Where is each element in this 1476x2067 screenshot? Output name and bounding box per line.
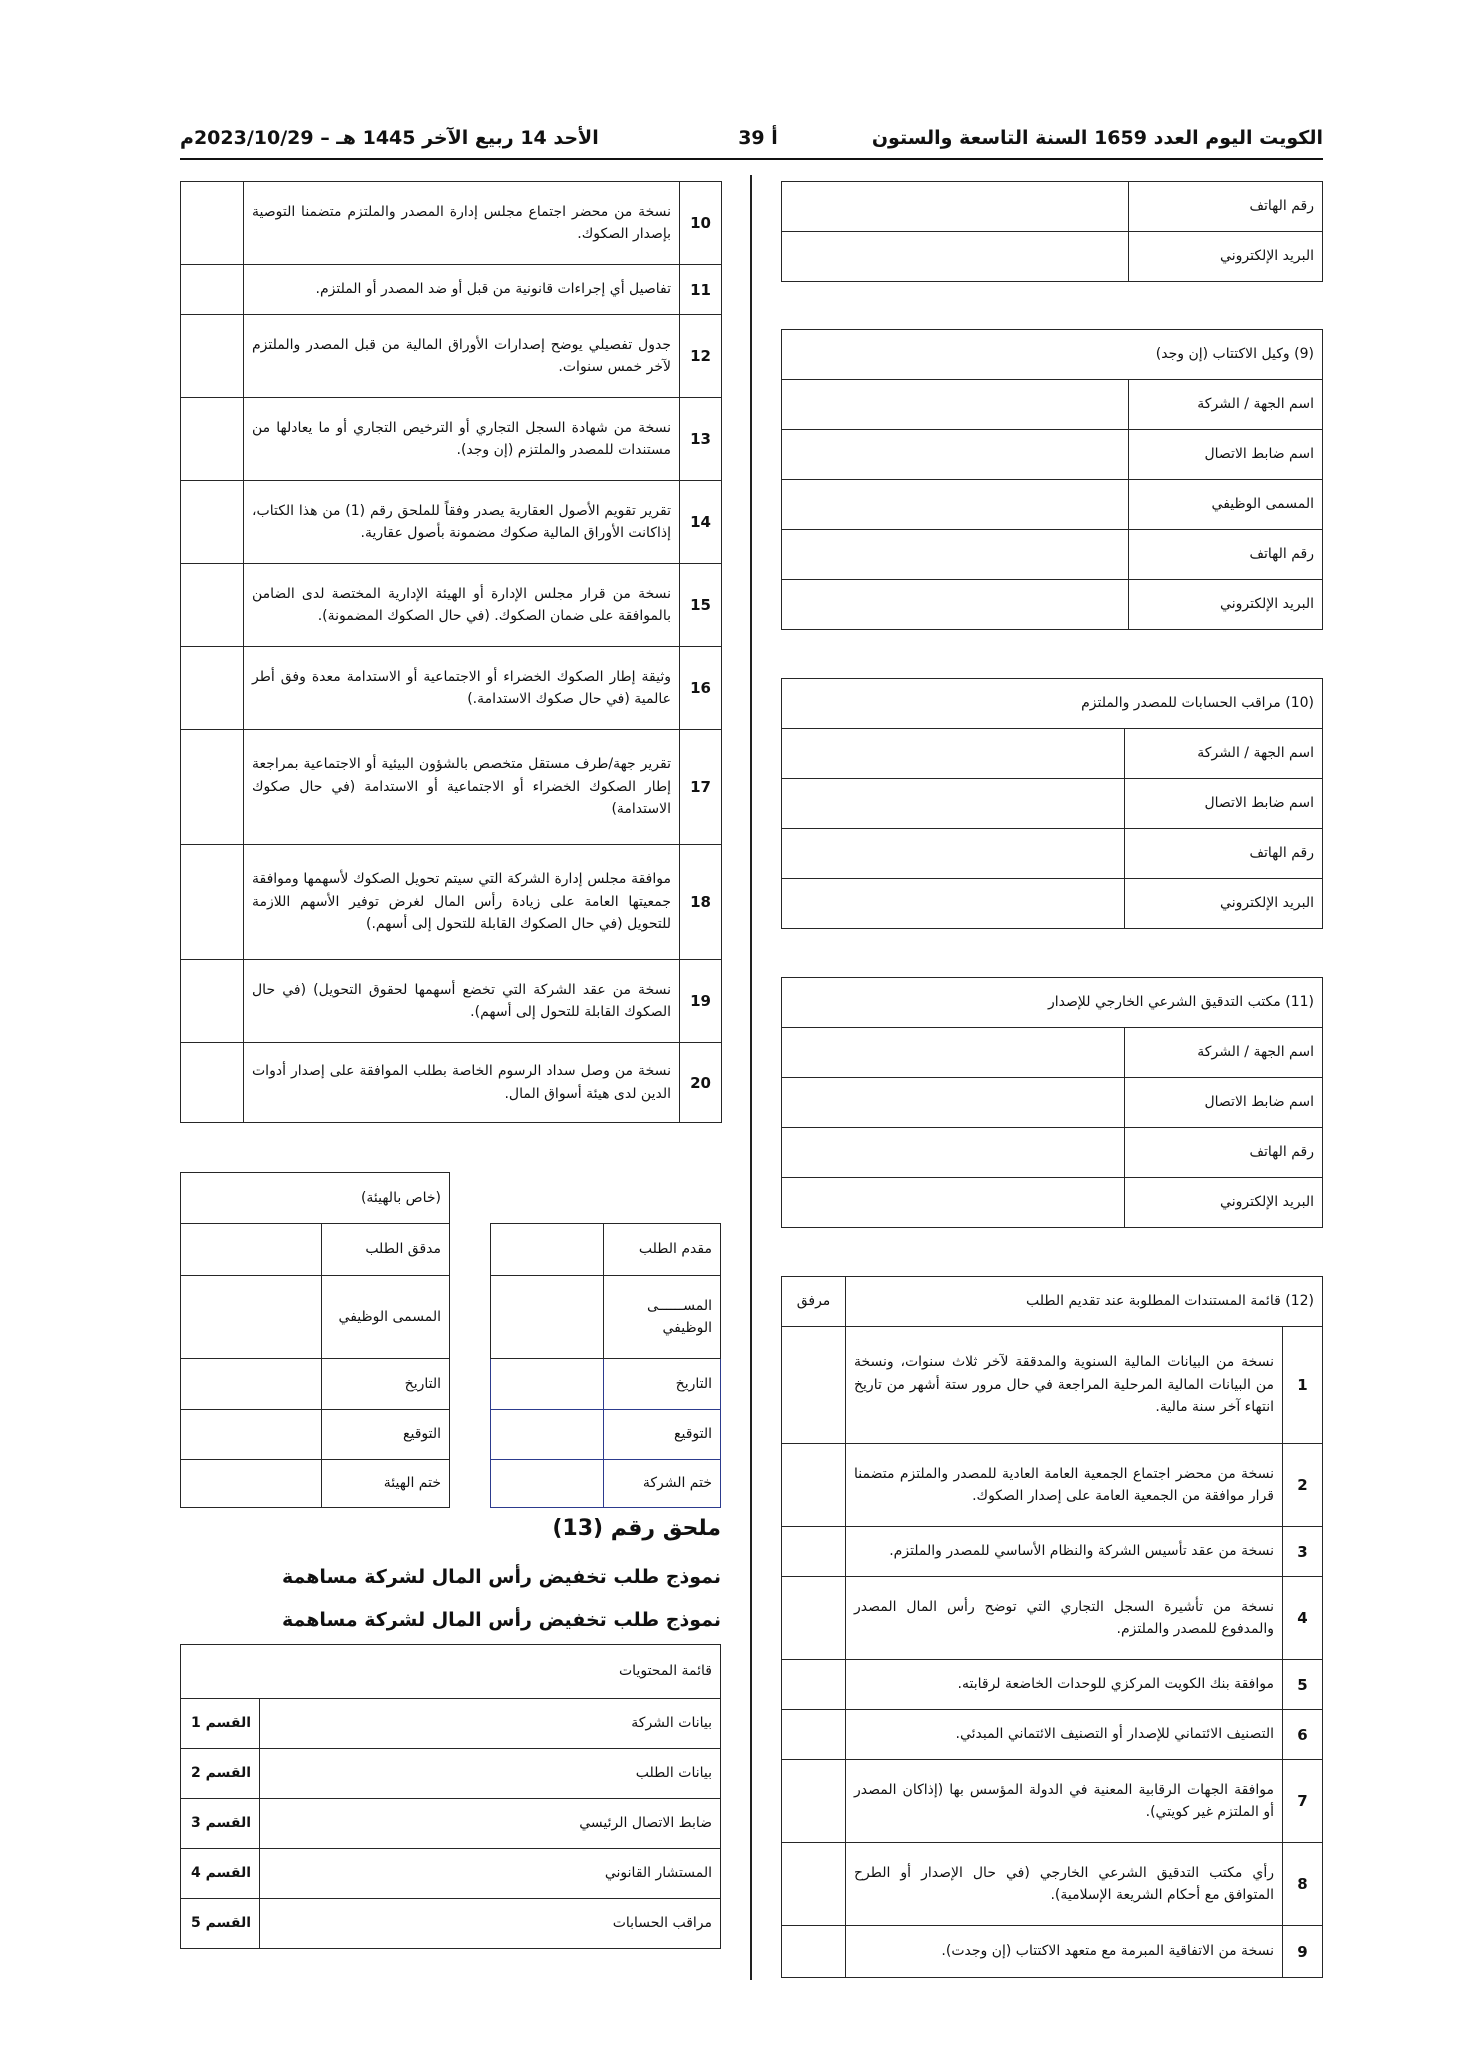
field-value <box>782 829 1125 879</box>
field-value <box>181 1410 322 1460</box>
table-header-row <box>782 330 1323 380</box>
table-header-row <box>782 978 1323 1028</box>
attachment-cell <box>782 1577 846 1660</box>
document-row <box>181 730 722 845</box>
field-label: اسم الجهة / الشركة <box>1125 729 1323 779</box>
document-description: موافقة الجهات الرقابية المعنية في الدولة المؤسس بها (إذاكان المصدر أو الملتزم غير كويتي). <box>846 1760 1283 1843</box>
attachment-cell <box>181 398 244 481</box>
attachment-header: مرفق <box>782 1277 846 1327</box>
contents-row <box>181 1699 721 1749</box>
document-number: 15 <box>680 564 722 647</box>
document-number: 13 <box>680 398 722 481</box>
field-label: اسم الجهة / الشركة <box>1129 380 1323 430</box>
auditor-table <box>781 678 1323 929</box>
field-label: اسم الجهة / الشركة <box>1125 1028 1323 1078</box>
contents-row <box>181 1899 721 1949</box>
document-description: نسخة من البيانات المالية السنوية والمدققة لآخر ثلاث سنوات، ونسخة من البيانات المالية المرحلية المراجعة في حال مرور ستة أشهر من تاريخ انتهاء آخر سنة مالية. <box>846 1327 1283 1444</box>
contents-row <box>181 1799 721 1849</box>
document-description: نسخة من قرار مجلس الإدارة أو الهيئة الإدارية المختصة لدى الضامن بالموافقة على ضمان الصكوك. (في حال الصكوك المضمونة). <box>244 564 680 647</box>
section-number: القسم 3 <box>181 1799 260 1849</box>
field-label: ختم الشركة <box>604 1460 721 1508</box>
required-documents-table <box>781 1276 1323 1978</box>
contents-row <box>181 1849 721 1899</box>
table-row <box>491 1276 721 1359</box>
document-row <box>782 1577 1323 1660</box>
field-label: مقدم الطلب <box>604 1224 721 1276</box>
document-number: 9 <box>1283 1926 1323 1978</box>
applicant-signoff-table <box>490 1223 721 1508</box>
document-description: وثيقة إطار الصكوك الخضراء أو الاجتماعية أو الاستدامة معدة وفق أطر عالمية (في حال صكوك الاستدامة.) <box>244 647 680 730</box>
table-row <box>782 1078 1323 1128</box>
table-row <box>782 1178 1323 1228</box>
document-number: 5 <box>1283 1660 1323 1710</box>
document-row <box>782 1760 1323 1843</box>
document-description: نسخة من شهادة السجل التجاري أو الترخيص التجاري أو ما يعادلها من مستندات للمصدر والملتزم (إن وجد). <box>244 398 680 481</box>
field-label: اسم ضابط الاتصال <box>1129 430 1323 480</box>
field-value <box>782 729 1125 779</box>
field-label: البريد الإلكتروني <box>1125 1178 1323 1228</box>
attachment-cell <box>782 1926 846 1978</box>
document-row <box>782 1660 1323 1710</box>
document-row <box>181 265 722 315</box>
table-row <box>782 430 1323 480</box>
field-value <box>782 380 1129 430</box>
document-row <box>782 1444 1323 1527</box>
table-header-row <box>181 1645 721 1699</box>
attachment-cell <box>181 564 244 647</box>
document-row <box>181 564 722 647</box>
field-label: رقم الهاتف <box>1129 182 1323 232</box>
attachment-cell <box>782 1527 846 1577</box>
document-number: 14 <box>680 481 722 564</box>
attachment-cell <box>181 315 244 398</box>
table-row <box>782 380 1323 430</box>
sharia-audit-table <box>781 977 1323 1228</box>
field-value <box>782 580 1129 630</box>
contents-table <box>180 1644 721 1949</box>
page-number: أ 39 <box>738 127 778 149</box>
document-number: 1 <box>1283 1327 1323 1444</box>
field-value <box>181 1359 322 1410</box>
field-label: اسم ضابط الاتصال <box>1125 779 1323 829</box>
field-value <box>782 530 1129 580</box>
document-description: موافقة بنك الكويت المركزي للوحدات الخاضعة لرقابته. <box>846 1660 1283 1710</box>
field-label: التوقيع <box>604 1410 721 1460</box>
document-row <box>181 647 722 730</box>
table-row <box>782 729 1323 779</box>
field-value <box>782 182 1129 232</box>
document-number: 11 <box>680 265 722 315</box>
contents-label: ضابط الاتصال الرئيسي <box>260 1799 721 1849</box>
field-label: اسم ضابط الاتصال <box>1125 1078 1323 1128</box>
field-label: المسمى الوظيفي <box>1129 480 1323 530</box>
attachment-cell <box>782 1843 846 1926</box>
field-value <box>181 1276 322 1359</box>
field-label: البريد الإلكتروني <box>1125 879 1323 929</box>
attachment-cell <box>181 960 244 1043</box>
document-description: تقرير تقويم الأصول العقارية يصدر وفقاً للملحق رقم (1) من هذا الكتاب، إذاكانت الأوراق المالية صكوك مضمونة بأصول عقارية. <box>244 481 680 564</box>
document-number: 7 <box>1283 1760 1323 1843</box>
document-row <box>782 1710 1323 1760</box>
table-title: (10) مراقب الحسابات للمصدر والملتزم <box>782 679 1323 729</box>
document-description: موافقة مجلس إدارة الشركة التي سيتم تحويل الصكوك لأسهمها وموافقة جمعيتها العامة على زيادة رأس المال لغرض توفير الأسهم اللازمة للتحويل (في حال الصكوك القابلة للتحول إلى أسهم.) <box>244 845 680 960</box>
table-title: (11) مكتب التدقيق الشرعي الخارجي للإصدار <box>782 978 1323 1028</box>
document-description: نسخة من محضر اجتماع مجلس إدارة المصدر والملتزم متضمنا التوصية بإصدار الصكوك. <box>244 182 680 265</box>
field-label: المسمى الوظيفي <box>322 1276 450 1359</box>
document-number: 8 <box>1283 1843 1323 1926</box>
field-value <box>782 1078 1125 1128</box>
contents-label: المستشار القانوني <box>260 1849 721 1899</box>
document-description: نسخة من وصل سداد الرسوم الخاصة بطلب الموافقة على إصدار أدوات الدين لدى هيئة أسواق المال. <box>244 1043 680 1123</box>
attachment-cell <box>181 182 244 265</box>
document-description: جدول تفصيلي يوضح إصدارات الأوراق المالية من قبل المصدر والملتزم لآخر خمس سنوات. <box>244 315 680 398</box>
document-description: رأي مكتب التدقيق الشرعي الخارجي (في حال الإصدار أو الطرح المتوافق مع أحكام الشريعة الإسلامية). <box>846 1843 1283 1926</box>
document-row <box>181 481 722 564</box>
table-title: (12) قائمة المستندات المطلوبة عند تقديم الطلب <box>846 1277 1323 1327</box>
table-header-row <box>782 679 1323 729</box>
document-number: 20 <box>680 1043 722 1123</box>
section-number: القسم 5 <box>181 1899 260 1949</box>
attachment-cell <box>181 1043 244 1123</box>
document-description: نسخة من عقد الشركة التي تخضع أسهمها لحقوق التحويل) (في حال الصكوك القابلة للتحول إلى أسهم). <box>244 960 680 1043</box>
field-value <box>491 1460 604 1508</box>
table-row <box>782 182 1323 232</box>
field-label: التاريخ <box>322 1359 450 1410</box>
field-value <box>181 1460 322 1508</box>
field-label: رقم الهاتف <box>1129 530 1323 580</box>
document-description: نسخة من عقد تأسيس الشركة والنظام الأساسي للمصدر والملتزم. <box>846 1527 1283 1577</box>
document-row <box>181 182 722 265</box>
document-number: 17 <box>680 730 722 845</box>
attachment-cell <box>782 1660 846 1710</box>
field-value <box>782 430 1129 480</box>
annex-title: ملحق رقم (13) <box>552 1516 721 1541</box>
document-number: 10 <box>680 182 722 265</box>
issue-date: الأحد 14 ربيع الآخر 1445 هـ – 2023/10/29م <box>180 127 599 149</box>
field-label: البريد الإلكتروني <box>1129 232 1323 282</box>
document-row <box>782 1527 1323 1577</box>
contents-label: مراقب الحسابات <box>260 1899 721 1949</box>
table-row <box>181 1359 450 1410</box>
attachment-cell <box>181 845 244 960</box>
document-row <box>181 845 722 960</box>
attachment-cell <box>181 481 244 564</box>
document-description: التصنيف الائتماني للإصدار أو التصنيف الائتماني المبدئي. <box>846 1710 1283 1760</box>
field-label: التوقيع <box>322 1410 450 1460</box>
table-row <box>782 480 1323 530</box>
table-title: قائمة المحتويات <box>181 1645 721 1699</box>
table-row <box>491 1410 721 1460</box>
field-label: رقم الهاتف <box>1125 829 1323 879</box>
field-value <box>491 1276 604 1359</box>
column-divider <box>750 175 752 1980</box>
table-row <box>782 879 1323 929</box>
table-row <box>782 779 1323 829</box>
field-label: مدقق الطلب <box>322 1224 450 1276</box>
contact-table-continued <box>781 181 1323 282</box>
attachment-cell <box>782 1760 846 1843</box>
table-title: (خاص بالهيئة) <box>181 1173 450 1224</box>
contents-label: بيانات الطلب <box>260 1749 721 1799</box>
document-number: 3 <box>1283 1527 1323 1577</box>
document-row <box>181 398 722 481</box>
document-description: تفاصيل أي إجراءات قانونية من قبل أو ضد المصدر أو الملتزم. <box>244 265 680 315</box>
document-description: تقرير جهة/طرف مستقل متخصص بالشؤون البيئية أو الاجتماعية بمراجعة إطار الصكوك الخضراء أو الاجتماعية أو الاستدامة (في حال صكوك الاستدامة) <box>244 730 680 845</box>
document-row <box>782 1327 1323 1444</box>
section-number: القسم 1 <box>181 1699 260 1749</box>
table-row <box>782 829 1323 879</box>
header-rule <box>180 158 1323 160</box>
table-row <box>491 1224 721 1276</box>
table-row <box>181 1276 450 1359</box>
attachment-cell <box>782 1327 846 1444</box>
document-number: 12 <box>680 315 722 398</box>
annex-subtitle: نموذج طلب تخفيض رأس المال لشركة مساهمة <box>281 1566 721 1588</box>
field-value <box>782 480 1129 530</box>
field-value <box>491 1359 604 1410</box>
table-row <box>782 580 1323 630</box>
table-row <box>181 1410 450 1460</box>
document-number: 16 <box>680 647 722 730</box>
document-description: نسخة من محضر اجتماع الجمعية العامة العادية للمصدر والملتزم متضمنا قرار موافقة من الجمعية العامة على إصدار الصكوك. <box>846 1444 1283 1527</box>
underwriting-agent-table <box>781 329 1323 630</box>
attachment-cell <box>181 647 244 730</box>
field-label: البريد الإلكتروني <box>1129 580 1323 630</box>
document-row <box>181 1043 722 1123</box>
field-value <box>181 1224 322 1276</box>
field-label: المســــــى الوظيفي <box>604 1276 721 1359</box>
table-row <box>782 232 1323 282</box>
document-row <box>782 1926 1323 1978</box>
required-documents-table-continued <box>180 181 722 1123</box>
field-value <box>782 879 1125 929</box>
annex-subtitle-repeat: نموذج طلب تخفيض رأس المال لشركة مساهمة <box>281 1609 721 1631</box>
document-number: 4 <box>1283 1577 1323 1660</box>
attachment-cell <box>782 1710 846 1760</box>
document-number: 2 <box>1283 1444 1323 1527</box>
table-header-row <box>782 1277 1323 1327</box>
field-value <box>782 1178 1125 1228</box>
document-description: نسخة من تأشيرة السجل التجاري التي توضح رأس المال المصدر والمدفوع للمصدر والملتزم. <box>846 1577 1283 1660</box>
field-value <box>491 1224 604 1276</box>
field-value <box>782 1028 1125 1078</box>
table-row <box>491 1460 721 1508</box>
authority-signoff-table <box>180 1172 450 1508</box>
publication-info: الكويت اليوم العدد 1659 السنة التاسعة والستون <box>871 127 1323 149</box>
table-row <box>181 1460 450 1508</box>
field-label: التاريخ <box>604 1359 721 1410</box>
field-label: رقم الهاتف <box>1125 1128 1323 1178</box>
document-number: 6 <box>1283 1710 1323 1760</box>
attachment-cell <box>181 265 244 315</box>
field-value <box>782 779 1125 829</box>
field-label: ختم الهيئة <box>322 1460 450 1508</box>
field-value <box>491 1410 604 1460</box>
document-row <box>181 315 722 398</box>
document-row <box>782 1843 1323 1926</box>
attachment-cell <box>782 1444 846 1527</box>
field-value <box>782 232 1129 282</box>
contents-row <box>181 1749 721 1799</box>
table-row <box>782 1128 1323 1178</box>
table-title: (9) وكيل الاكتتاب (إن وجد) <box>782 330 1323 380</box>
table-header-row <box>181 1173 450 1224</box>
table-row <box>491 1359 721 1410</box>
document-row <box>181 960 722 1043</box>
attachment-cell <box>181 730 244 845</box>
document-number: 19 <box>680 960 722 1043</box>
section-number: القسم 2 <box>181 1749 260 1799</box>
field-value <box>782 1128 1125 1178</box>
table-row <box>782 530 1323 580</box>
document-number: 18 <box>680 845 722 960</box>
document-description: نسخة من الاتفاقية المبرمة مع متعهد الاكتتاب (إن وجدت). <box>846 1926 1283 1978</box>
table-row <box>782 1028 1323 1078</box>
contents-label: بيانات الشركة <box>260 1699 721 1749</box>
section-number: القسم 4 <box>181 1849 260 1899</box>
table-row <box>181 1224 450 1276</box>
